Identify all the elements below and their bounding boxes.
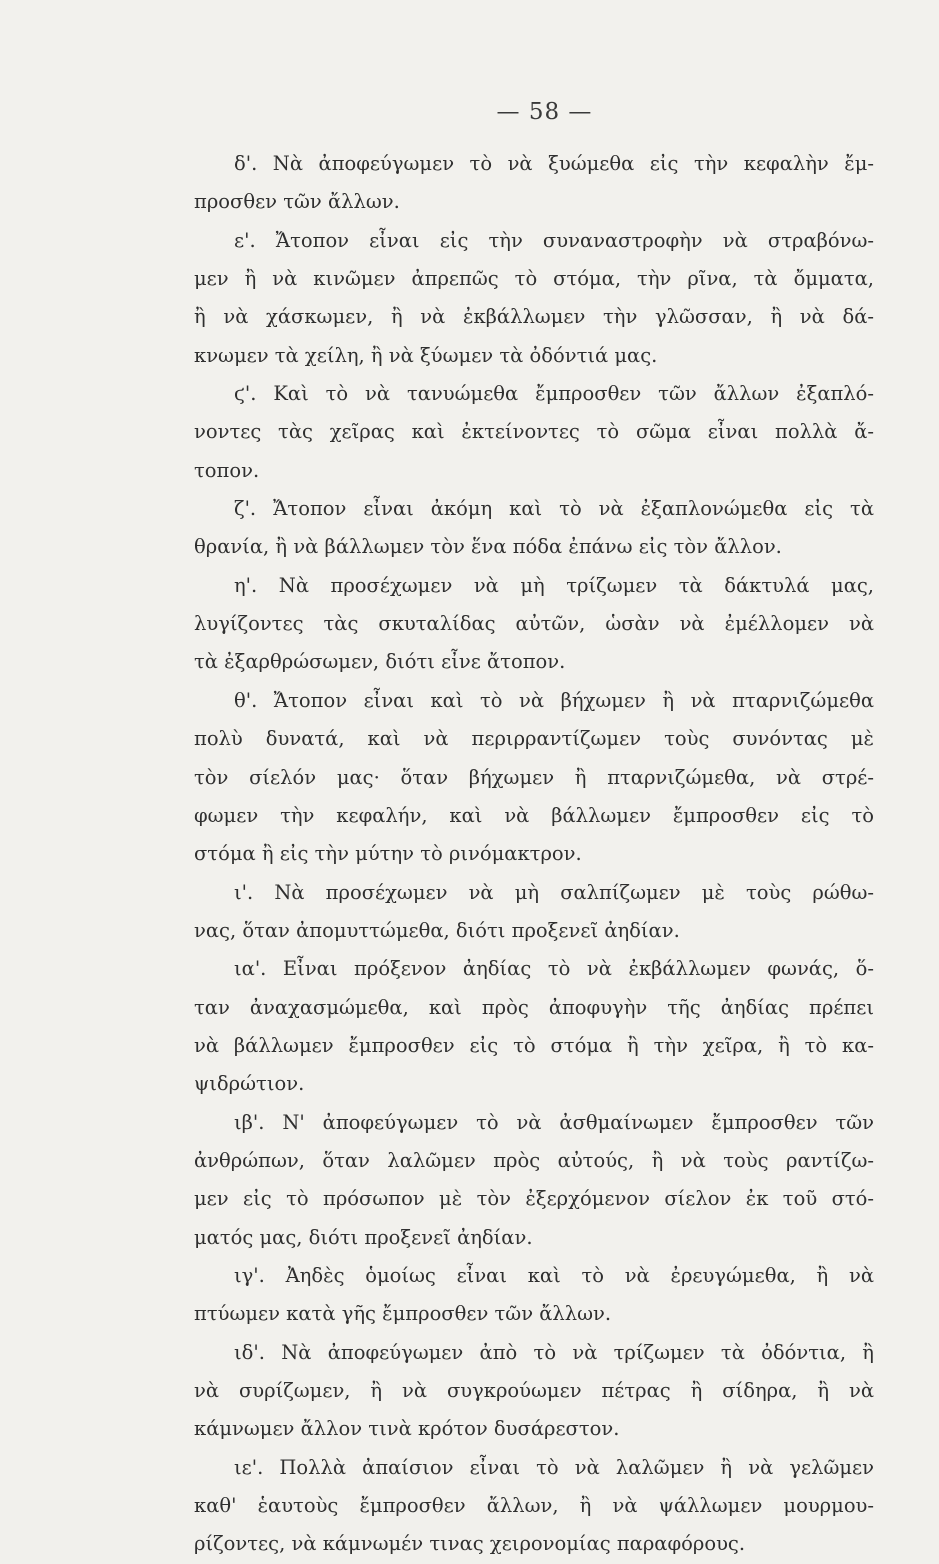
text-line: τοπον. <box>194 458 260 482</box>
text-line: ιβ'. Ν' ἀποφεύγωμεν τὸ νὰ ἀσθμαίνωμεν ἔμπροσθεν τῶν <box>234 1110 874 1134</box>
text-line: κνωμεν τὰ χείλη, ἢ νὰ ξύωμεν τὰ ὀδόντιά μας. <box>194 343 658 367</box>
text-line: ια'. Εἶναι πρόξενον ἀηδίας τὸ νὰ ἐκβάλλωμεν φωνάς, ὅ- <box>234 957 874 981</box>
text-line: ματός μας, διότι προξενεῖ ἀηδίαν. <box>194 1225 533 1249</box>
body-text <box>194 145 874 1564</box>
text-line: ιδ'. Νὰ ἀποφεύγωμεν ἀπὸ τὸ νὰ τρίζωμεν τὰ ὀδόντια, ἢ <box>234 1340 874 1364</box>
text-line: νὰ βάλλωμεν ἔμπροσθεν εἰς τὸ στόμα ἢ τὴν χεῖρα, ἢ τὸ κα- <box>194 1033 874 1057</box>
text-line: ταν ἀναχασμώμεθα, καὶ πρὸς ἀποφυγὴν τῆς ἀηδίας πρέπει <box>194 995 874 1019</box>
text-line: ψιδρώτιον. <box>194 1072 305 1096</box>
text-line: νας, ὅταν ἀπομυττώμεθα, διότι προξενεῖ ἀηδίαν. <box>194 918 680 942</box>
text-line: νοντες τὰς χεῖρας καὶ ἐκτείνοντες τὸ σῶμα εἶναι πολλὰ ἄ- <box>194 420 874 444</box>
text-line: μεν ἢ νὰ κινῶμεν ἀπρεπῶς τὸ στόμα, τὴν ρῖνα, τὰ ὄμματα, <box>194 267 874 291</box>
text-line: τὸν σίελόν μας· ὅταν βήχωμεν ἢ πταρνιζώμεθα, νὰ στρέ- <box>194 765 874 789</box>
text-line: θρανία, ἢ νὰ βάλλωμεν τὸν ἕνα πόδα ἐπάνω εἰς τὸν ἄλλον. <box>194 535 782 559</box>
text-line: ἢ νὰ χάσκωμεν, ἢ νὰ ἐκβάλλωμεν τὴν γλῶσσαν, ἢ νὰ δά- <box>194 305 874 329</box>
text-line: ζ'. Ἄτοπον εἶναι ἀκόμη καὶ τὸ νὰ ἐξαπλονώμεθα εἰς τὰ <box>234 497 874 521</box>
text-line: κάμνωμεν ἄλλον τινὰ κρότον δυσάρεστον. <box>194 1417 620 1441</box>
text-line: ϛ'. Καὶ τὸ νὰ τανυώμεθα ἔμπροσθεν τῶν ἄλλων ἐξαπλό- <box>234 382 874 406</box>
text-line: ἀνθρώπων, ὅταν λαλῶμεν πρὸς αὐτούς, ἢ νὰ τοὺς ραντίζω- <box>194 1148 874 1172</box>
text-line: δ'. Νὰ ἀποφεύγωμεν τὸ νὰ ξυώμεθα εἰς τὴν κεφαλὴν ἔμ- <box>234 152 874 175</box>
text-line: τὰ ἐξαρθρώσωμεν, διότι εἶνε ἄτοπον. <box>194 650 566 674</box>
text-line: μεν εἰς τὸ πρόσωπον μὲ τὸν ἐξερχόμενον σίελον ἐκ τοῦ στό- <box>194 1187 874 1211</box>
text-line: ιε'. Πολλὰ ἀπαίσιον εἶναι τὸ νὰ λαλῶμεν ἢ νὰ γελῶμεν <box>234 1455 874 1479</box>
text-line: πτύωμεν κατὰ γῆς ἔμπροσθεν τῶν ἄλλων. <box>194 1302 612 1326</box>
text-line: φωμεν τὴν κεφαλήν, καὶ νὰ βάλλωμεν ἔμπροσθεν εἰς τὸ <box>194 803 874 827</box>
text-line: ε'. Ἄτοπον εἶναι εἰς τὴν συναναστροφὴν νὰ στραβόνω- <box>234 228 874 252</box>
text-line: λυγίζοντες τὰς σκυταλίδας αὐτῶν, ὡσὰν νὰ ἐμέλλομεν νὰ <box>194 612 874 636</box>
text-line: πολὺ δυνατά, καὶ νὰ περιρραντίζωμεν τοὺς συνόντας μὲ <box>194 727 874 751</box>
page-number: — 58 — <box>496 99 593 125</box>
text-line: στόμα ἢ εἰς τὴν μύτην τὸ ρινόμακτρον. <box>194 842 582 866</box>
text-line: ιγ'. Ἀηδὲς ὁμοίως εἶναι καὶ τὸ νὰ ἐρευγώμεθα, ἢ νὰ <box>234 1263 874 1287</box>
text-line: η'. Νὰ προσέχωμεν νὰ μὴ τρίζωμεν τὰ δάκτυλά μας, <box>234 573 874 597</box>
text-line: θ'. Ἄτοπον εἶναι καὶ τὸ νὰ βήχωμεν ἢ νὰ πταρνιζώμεθα <box>234 688 874 712</box>
text-line: ρίζοντες, νὰ κάμνωμέν τινας χειρονομίας παραφόρους. <box>194 1532 746 1556</box>
text-line: ι'. Νὰ προσέχωμεν νὰ μὴ σαλπίζωμεν μὲ τοὺς ρώθω- <box>234 880 874 904</box>
text-line: προσθεν τῶν ἄλλων. <box>194 190 400 214</box>
text-line: καθ' ἑαυτοὺς ἔμπροσθεν ἄλλων, ἢ νὰ ψάλλωμεν μουρμου- <box>194 1494 874 1518</box>
text-line: νὰ συρίζωμεν, ἢ νὰ συγκρούωμεν πέτρας ἢ σίδηρα, ἢ νὰ <box>194 1379 874 1402</box>
